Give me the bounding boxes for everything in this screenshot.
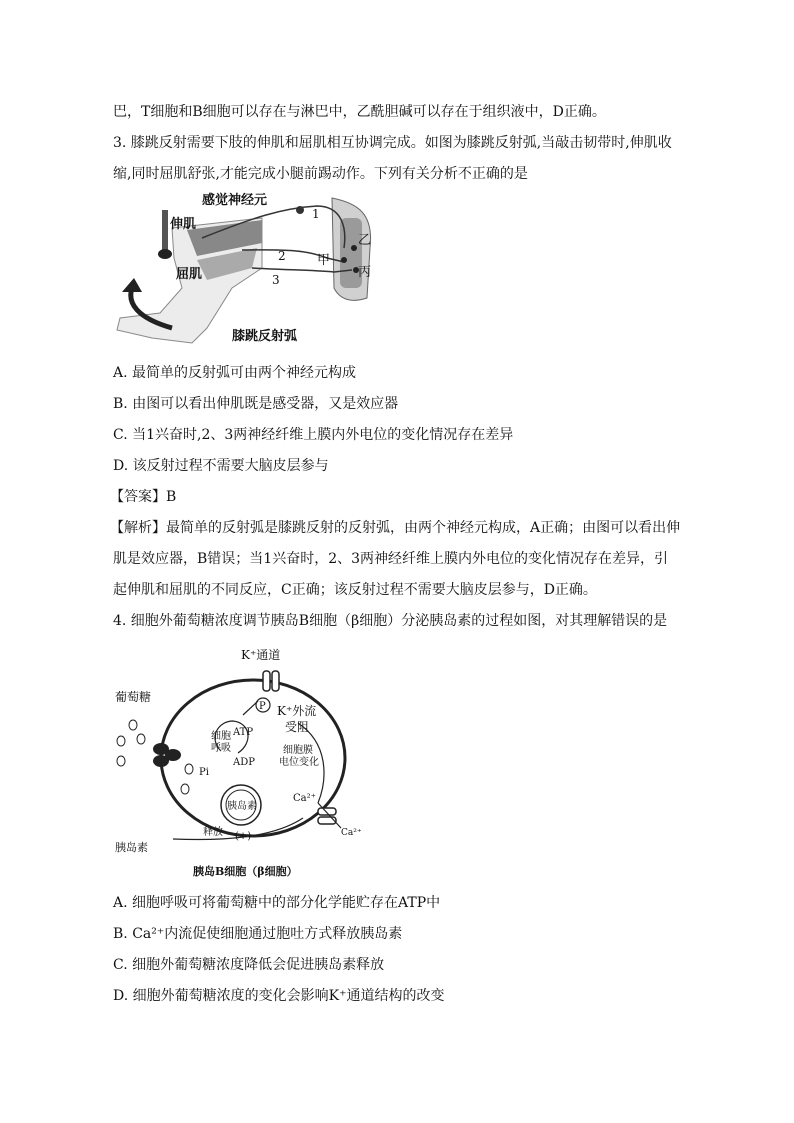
beta-cell-figure <box>113 643 362 880</box>
glucose-transporter-3 <box>165 749 181 761</box>
phosphate-label: P <box>259 701 266 712</box>
label-sensory-neuron: 感觉神经元 <box>202 193 268 208</box>
label-k-outflow-2: 受阻 <box>285 720 310 734</box>
label-k-outflow-1: K⁺外流 <box>277 704 317 718</box>
label-pi: Pi <box>199 767 209 778</box>
q3-analysis-line2: 肌是效应器，B错误；当1兴奋时，2、3两神经纤维上膜内外电位的变化情况存在差异，引 <box>113 551 669 567</box>
q4-option-c: C. 细胞外葡萄糖浓度降低会促进胰岛素释放 <box>113 957 385 973</box>
glucose-molecule <box>137 734 145 744</box>
glucose-molecule <box>129 720 137 730</box>
reflex-hammer <box>162 210 168 250</box>
q3-option-b: B. 由图可以看出伸肌既是感受器，又是效应器 <box>113 396 399 412</box>
label-plus: (+) <box>235 831 252 842</box>
label-adp: ADP <box>233 757 255 768</box>
label-insulin-vesicle: 胰岛素 <box>227 801 257 812</box>
label-membrane-2: 电位变化 <box>279 757 319 768</box>
q3-option-d: D. 该反射过程不需要大脑皮层参与 <box>113 458 329 474</box>
q3-answer: 【答案】B <box>110 489 177 505</box>
hammer-head <box>158 249 172 259</box>
label-ca-outside: Ca²⁺ <box>341 828 362 838</box>
label-bing: 丙 <box>358 265 372 280</box>
q3-analysis-line1: 【解析】最简单的反射弧是膝跳反射的反射弧，由两个神经元构成，A正确；由图可以看出伸 <box>110 520 681 536</box>
q4-option-a: A. 细胞呼吸可将葡萄糖中的部分化学能贮存在ATP中 <box>113 895 441 911</box>
ca-channel-top <box>318 808 336 815</box>
q3-stem-line2: 缩,同时屈肌舒张,才能完成小腿前踢动作。下列有关分析不正确的是 <box>113 166 528 182</box>
label-k-channel: K⁺通道 <box>241 648 281 662</box>
glucose-molecule <box>185 764 193 774</box>
intro-text: 巴，T细胞和B细胞可以存在与淋巴中，乙酰胆碱可以存在于组织液中，D正确。 <box>113 104 606 120</box>
label-extensor: 伸肌 <box>170 217 197 232</box>
label-membrane-1: 细胞膜 <box>283 745 313 756</box>
q3-stem-line1: 3. 膝跳反射需要下肢的伸肌和屈肌相互协调完成。如图为膝跳反射弧,当敲击韧带时,伸肌收 <box>113 135 672 151</box>
label-atp: ATP <box>233 727 254 738</box>
ganglion <box>296 206 304 214</box>
kick-arrow-head <box>122 278 142 292</box>
neuron-yi <box>351 245 357 251</box>
label-2: 2 <box>278 249 286 263</box>
label-jia: 甲 <box>317 253 331 268</box>
label-insulin-outside: 胰岛素 <box>115 841 148 854</box>
label-respiration-1: 细胞 <box>211 731 231 742</box>
label-1: 1 <box>312 207 320 221</box>
label-flexor: 屈肌 <box>176 267 203 282</box>
glucose-molecule <box>117 736 125 746</box>
q4-option-d: D. 细胞外葡萄糖浓度的变化会影响K⁺通道结构的改变 <box>113 988 445 1004</box>
k-channel-left <box>263 671 270 691</box>
glucose-molecule <box>117 756 125 766</box>
q3-analysis-line3: 起伸肌和屈肌的不同反应，C正确；该反射过程不需要大脑皮层参与，D正确。 <box>113 582 597 598</box>
label-respiration-2: 呼吸 <box>211 743 231 754</box>
knee-jerk-reflex-figure <box>112 188 384 356</box>
q3-option-c: C. 当1兴奋时,2、3两神经纤维上膜内外电位的变化情况存在差异 <box>113 427 514 443</box>
q3-option-a: A. 最简单的反射弧可由两个神经元构成 <box>113 365 357 381</box>
neuron-jia <box>341 257 347 263</box>
q4-option-b: B. Ca²⁺内流促使细胞通过胞吐方式释放胰岛素 <box>113 926 403 942</box>
q3-figure-caption: 膝跳反射弧 <box>232 329 298 344</box>
label-3: 3 <box>272 273 280 287</box>
label-release: 释放 <box>203 827 223 838</box>
k-channel-right <box>272 671 279 691</box>
q4-figure-caption: 胰岛B细胞（β细胞） <box>193 865 298 878</box>
glucose-molecule <box>181 784 189 794</box>
label-glucose: 葡萄糖 <box>115 690 152 704</box>
q4-stem: 4. 细胞外葡萄糖浓度调节胰岛B细胞（β细胞）分泌胰岛素的过程如图，对其理解错误的是 <box>113 613 668 629</box>
label-ca-inside: Ca²⁺ <box>293 793 316 804</box>
atp-to-channel-arrow <box>243 701 258 715</box>
label-yi: 乙 <box>358 233 372 248</box>
